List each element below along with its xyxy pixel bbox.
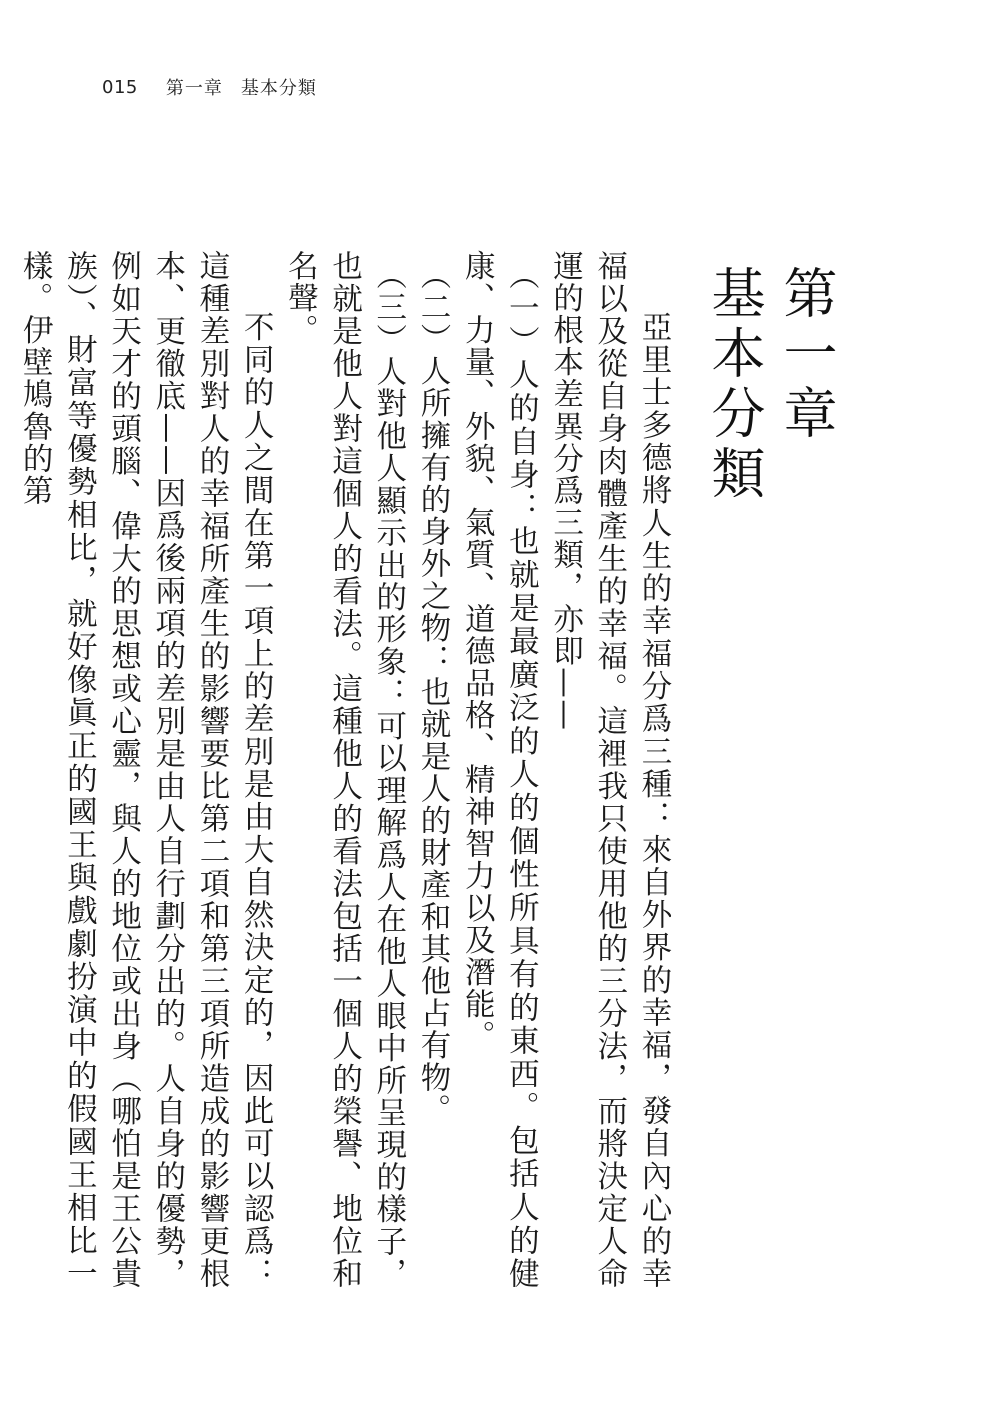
body-text [12,250,675,1290]
chapter-title [703,265,842,685]
chapter-label: 第一章 [165,78,223,99]
list-item-self: （一）人的自身：也就是最廣泛的人的個性所具有的東西。包括人的健康、力量、外貌、氣質、道德品格、精神智力以及潛能。 [459,250,539,1290]
chapter-title-name: 基本分類 [703,265,766,505]
chapter-title-number: 第一章 [775,265,838,445]
page-number: 015 [102,76,138,98]
list-item-possessions: （二）人所擁有的身外之物：也就是人的財產和其他占有物。 [414,259,450,1126]
paragraph-differences: 不同的人之間在第一項上的差別是由大自然決定的，因此可以認爲：這種差別對人的幸福所產生的影響要比第二項和第三項所造成的影響更根本、更徹底——因爲後兩項的差別是由人自行劃分出的。人自身的優勢，例如天才的頭腦、偉大的思想或心靈，與人的地位或出身（哪怕是王公貴族）、財富等優勢相比，就好像眞正的國王與戲劇扮演中的假國王相比一樣。伊壁鳩魯的第 [17,250,274,1290]
chapter-name: 基本分類 [240,78,317,99]
running-header [102,72,317,102]
chapter-reference [166,74,317,100]
paragraph-intro: 亞里士多德將人生的幸福分爲三種：來自外界的幸福，發自內心的幸福以及從自身肉體產生的幸福。這裡我只使用他的三分法，而將決定人命運的根本差異分爲三類，亦即—— [547,250,671,1290]
list-item-image: （三）人對他人顯示出的形象：可以理解爲人在他人眼中所呈現的樣子，也就是他人對這個人的看法。這種他人的看法包括一個人的榮譽、地位和名聲。 [282,250,406,1290]
